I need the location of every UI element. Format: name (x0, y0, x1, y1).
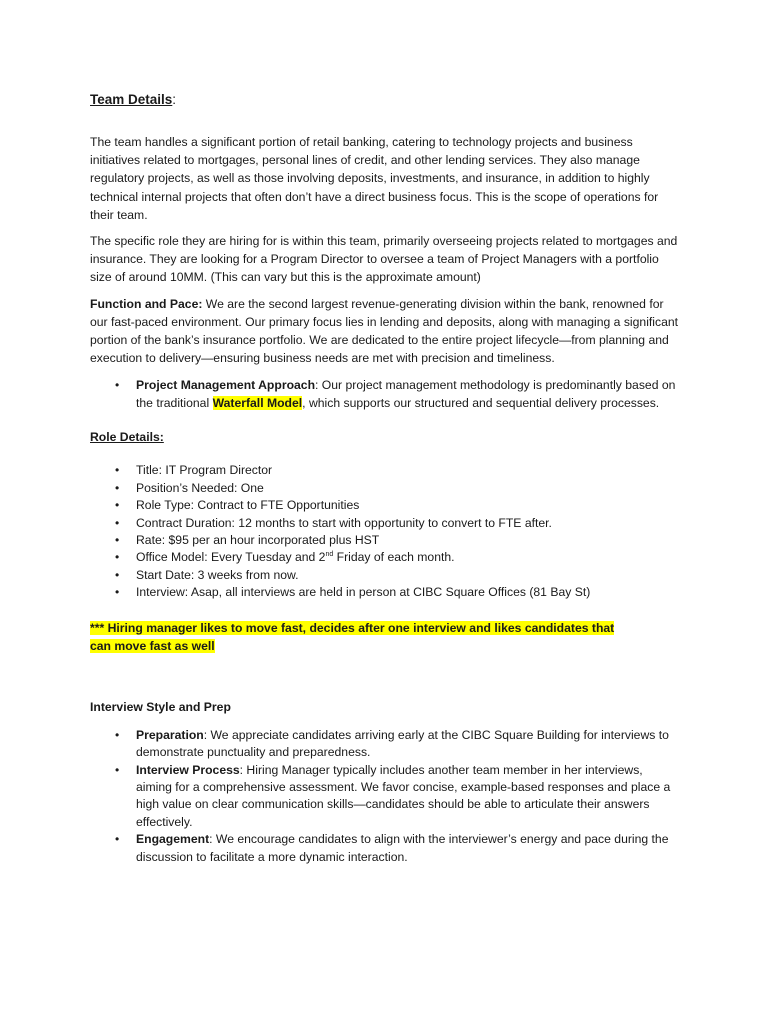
prep-item-preparation (90, 727, 680, 762)
list-item (90, 376, 680, 412)
hiring-manager-alert (90, 619, 680, 656)
office-model-prefix: Office Model: Every Tuesday and 2 (136, 550, 326, 565)
approach-list (90, 376, 680, 412)
prep-text: : Hiring Manager typically includes another team member in her interviews, aiming for a comprehensive assessment. We favor concise, example-based responses and place a high value on clear communication skills—candidates should be able to articulate their answers effectively. (136, 762, 671, 829)
alert-line-1: *** Hiring manager likes to move fast, decides after one interview and likes candidates that (90, 620, 615, 635)
approach-label: Project Management Approach (136, 378, 316, 393)
role-details-list (90, 462, 680, 601)
function-and-pace-text: We are the second largest revenue-generating division within the bank, renowned for our fast-paced environment. Our primary focus lies in lending and deposits, along with managing a significant portion of the bank’s insurance portfolio. We are dedicated to the entire project lifecycle—from planning and execution to delivery—ensuring business needs are met with precision and timeliness. (90, 296, 679, 366)
function-and-pace-paragraph (90, 295, 680, 368)
role-item-positions: • Position’s Needed: One (90, 480, 680, 497)
prep-text: : We encourage candidates to align with the interviewer’s energy and pace during the discussion to facilitate a more dynamic interaction. (136, 832, 669, 864)
team-details-heading (90, 92, 680, 107)
prep-text: : We appreciate candidates arriving early at the CIBC Square Building for interviews to demonstrate punctuality and preparedness. (136, 727, 669, 760)
role-item-type: • Role Type: Contract to FTE Opportunities (90, 497, 680, 514)
team-paragraph-role: The specific role they are hiring for is within this team, primarily overseeing projects related to mortgages and insurance. They are looking for a Program Director to oversee a team of Project Managers with a portfolio size of around 10MM. (This can vary but this is the approximate amount) (90, 234, 678, 285)
prep-item-engagement (90, 831, 680, 866)
prep-item-interview-process (90, 762, 680, 832)
waterfall-model-highlight: Waterfall Model (212, 396, 303, 411)
team-paragraph-scope: The team handles a significant portion of retail banking, catering to technology projects and business initiatives related to mortgages, personal lines of credit, and other lending services. They also manage regulatory projects, as well as those involving deposits, investments, and insurance, in addition to highly technical internal projects that often don’t have a direct business focus. This is the scope of operations for their team. (90, 135, 659, 222)
role-item-duration: • Contract Duration: 12 months to start with opportunity to convert to FTE after. (90, 515, 680, 532)
role-details-heading: Role Details: (90, 430, 164, 445)
office-model-sup: nd (325, 551, 334, 559)
approach-text-before: : Our project management methodology is predominantly based on the traditional (136, 378, 676, 411)
document-page (90, 92, 680, 866)
interview-style-heading: Interview Style and Prep (90, 699, 231, 714)
function-and-pace-label: Function and Pace: (90, 296, 203, 311)
team-details-heading-text: Team Details (90, 92, 173, 107)
role-item-start-date: • Start Date: 3 weeks from now. (90, 567, 680, 584)
role-item-title: • Title: IT Program Director (90, 462, 680, 479)
prep-label: Interview Process (136, 762, 240, 777)
role-item-interview: • Interview: Asap, all interviews are held in person at CIBC Square Offices (81 Bay St) (90, 584, 680, 601)
prep-label: Preparation (136, 727, 204, 742)
role-item-office-model (90, 549, 680, 566)
office-model-suffix: Friday of each month. (333, 550, 455, 565)
team-details-heading-colon: : (172, 92, 177, 107)
alert-line-2: can move fast as well (90, 639, 215, 654)
approach-text-after: , which supports our structured and sequential delivery processes. (302, 396, 660, 411)
prep-label: Engagement (136, 832, 210, 847)
role-item-rate: • Rate: $95 per an hour incorporated plus HST (90, 532, 680, 549)
interview-prep-list (90, 727, 680, 866)
